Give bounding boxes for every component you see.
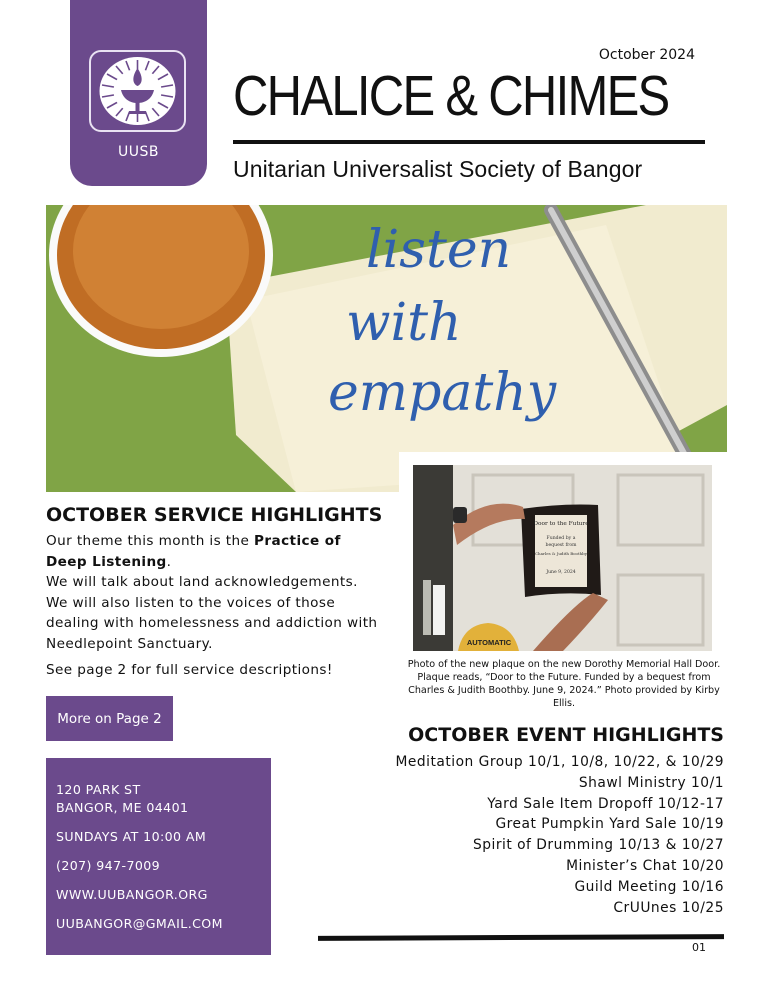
event-item: CrUUnes 10/25 [613, 899, 724, 916]
event-item: Guild Meeting 10/16 [574, 878, 724, 895]
logo-tab [70, 0, 207, 186]
more-on-page-2-button[interactable]: More on Page 2 [46, 696, 173, 741]
footer-divider [318, 934, 724, 941]
event-item: Shawl Ministry 10/1 [578, 774, 724, 791]
event-item: Yard Sale Item Dropoff 10/12-17 [487, 795, 724, 812]
event-item: Spirit of Drumming 10/13 & 10/27 [472, 837, 724, 854]
service-line-2: We will talk about land acknowledgements. [46, 574, 358, 590]
contact-box [46, 758, 271, 955]
phone-number: (207) 947-7009 [56, 858, 161, 873]
plaque-line-1: Funded by a [546, 536, 576, 541]
chalice-icon [91, 52, 184, 130]
photo-caption: Photo of the new plaque on the new Dorothy Memorial Hall Door. Plaque reads, “Door to the Future. Funded by a bequest from Charles & Judith Boothby. June 9, 2024.” Photo provided by Kirby Ellis. [407, 659, 721, 709]
service-highlights-heading: OCTOBER SERVICE HIGHLIGHTS [46, 504, 383, 526]
event-item: Minister’s Chat 10/20 [566, 857, 724, 874]
service-line-3: We will also listen to the voices of those dealing with homelessness and addiction with Needlepoint Sanctuary. [46, 594, 378, 652]
event-highlights-heading: OCTOBER EVENT HIGHLIGHTS [408, 724, 724, 746]
event-item: Meditation Group 10/1, 10/8, 10/22, & 10/29 [395, 754, 724, 770]
napkin-word-2: with [346, 293, 462, 353]
hero-image [46, 205, 727, 492]
address-city: BANGOR, ME 04401 [56, 800, 189, 815]
plaque-line-2: bequest from [545, 543, 577, 548]
plaque-date: June 9, 2024 [546, 570, 576, 575]
see-page-2-note: See page 2 for full service descriptions! [46, 662, 333, 678]
chalice-logo [89, 50, 186, 132]
service-highlights-body [46, 531, 386, 654]
plaque-photo [413, 465, 712, 651]
napkin-word-1: listen [366, 220, 512, 280]
napkin-word-3: empathy [328, 363, 557, 423]
address-street: 120 PARK ST [56, 782, 141, 797]
website-link[interactable]: WWW.UUBANGOR.ORG [56, 887, 208, 902]
newsletter-title: CHALICE & CHIMES [233, 64, 669, 128]
newsletter-subtitle: Unitarian Universalist Society of Bangor [233, 156, 643, 182]
issue-date: October 2024 [598, 47, 695, 63]
page-number: 01 [692, 941, 706, 954]
email-link[interactable]: UUBANGOR@GMAIL.COM [56, 916, 223, 931]
plaque-line-3: Charles & Judith Boothby [535, 551, 587, 556]
theme-intro-end: . [166, 553, 172, 570]
automatic-sign: AUTOMATIC [466, 638, 512, 647]
plaque-title: Door to the Future [533, 521, 589, 527]
title-divider [233, 140, 705, 144]
event-item: Great Pumpkin Yard Sale 10/19 [495, 816, 724, 833]
logo-text: UUSB [118, 144, 159, 160]
event-list [396, 752, 725, 918]
theme-name: Practice of Deep Listening [46, 533, 341, 570]
theme-intro: Our theme this month is the [46, 533, 255, 549]
service-time: SUNDAYS AT 10:00 AM [56, 829, 207, 844]
